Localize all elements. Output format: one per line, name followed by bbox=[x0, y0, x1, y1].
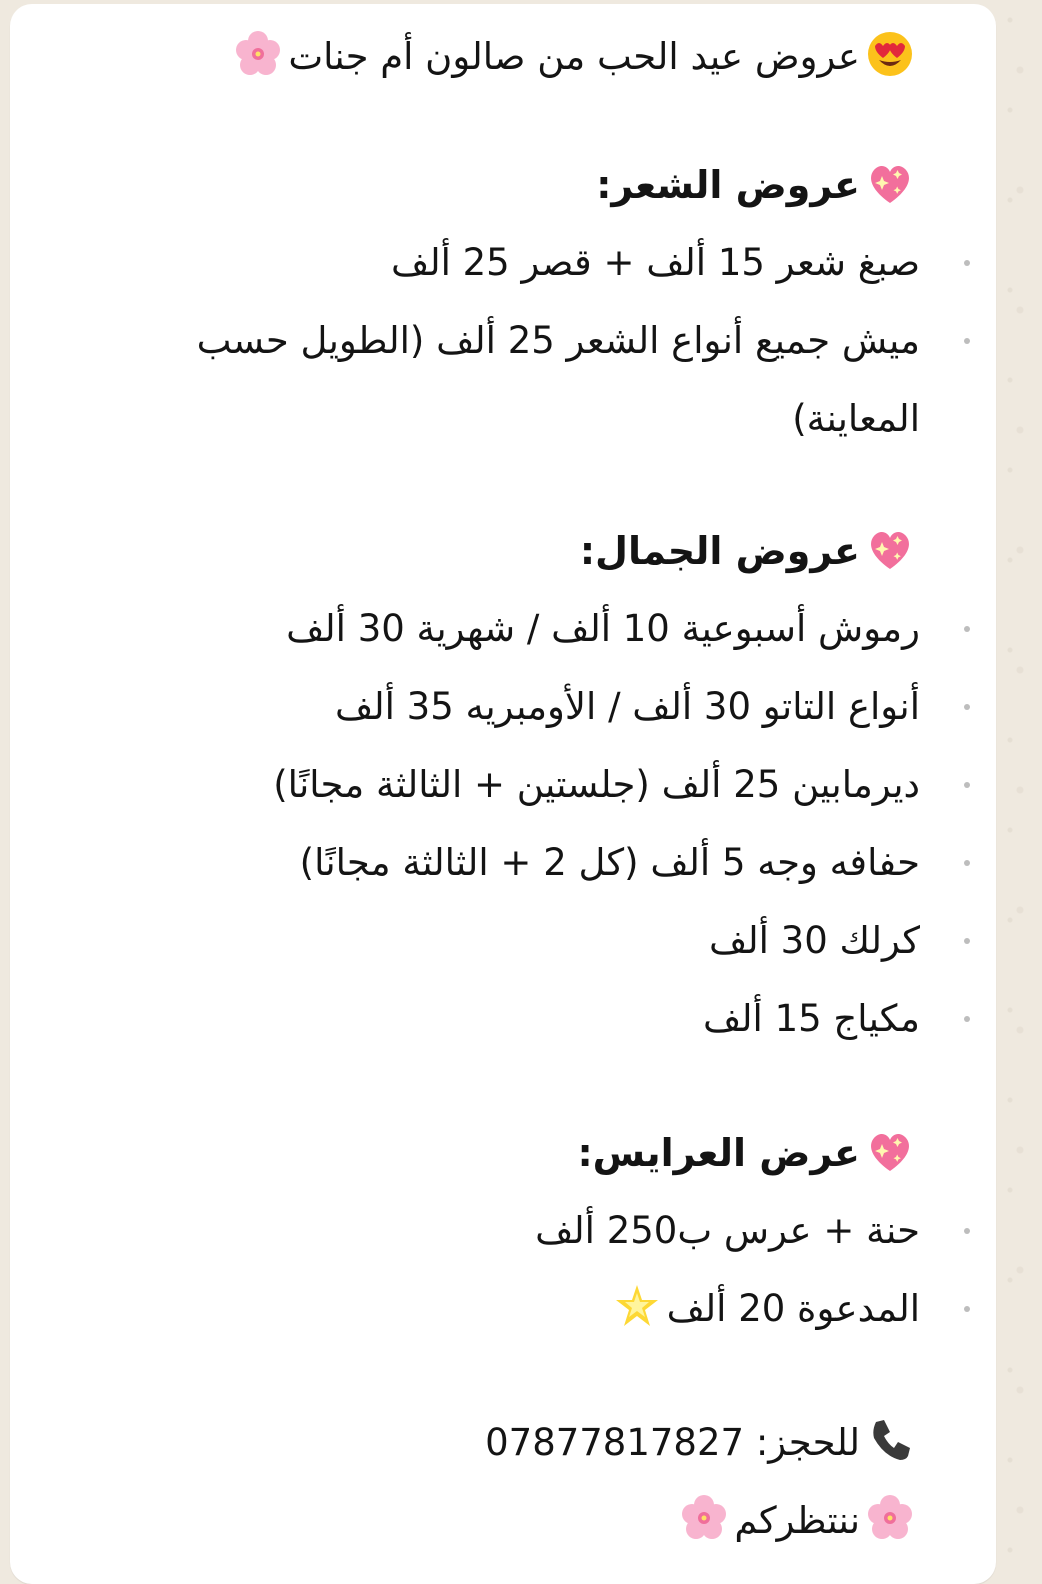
booking-line bbox=[120, 1404, 920, 1482]
booking-phone-text[interactable]: للحجز: 07877817827 bbox=[485, 1421, 860, 1464]
bullet-point bbox=[964, 938, 970, 944]
bullet-point bbox=[964, 782, 970, 788]
bullet-point bbox=[964, 1016, 970, 1022]
closing-text: ننتظركم bbox=[734, 1499, 860, 1542]
list-item-text: حنة + عرس ب250 ألف bbox=[535, 1209, 920, 1252]
cherry-blossom-emoji-icon bbox=[680, 1494, 728, 1542]
bullet-point bbox=[964, 1306, 970, 1312]
list-item bbox=[120, 1192, 920, 1270]
list-item bbox=[160, 302, 920, 458]
list-item bbox=[120, 1270, 920, 1348]
sparkling-heart-emoji-icon bbox=[866, 525, 914, 573]
list-item-text: ميش جميع أنواع الشعر 25 ألف (الطويل حسب المعاينة) bbox=[196, 319, 920, 440]
telephone-receiver-emoji-icon bbox=[866, 1416, 914, 1464]
section-heading-beauty bbox=[120, 512, 920, 590]
message-title: عروض عيد الحب من صالون أم جنات bbox=[288, 35, 860, 78]
list-item bbox=[120, 746, 920, 824]
bullet-point bbox=[964, 860, 970, 866]
list-item-text: مكياج 15 ألف bbox=[702, 997, 920, 1040]
list-item bbox=[120, 224, 920, 302]
message-bubble[interactable] bbox=[10, 4, 996, 1584]
sparkling-heart-emoji-icon bbox=[866, 159, 914, 207]
section-heading-label: عروض الجمال: bbox=[579, 529, 860, 573]
list-item bbox=[120, 590, 920, 668]
list-item-text: صبغ شعر 15 ألف + قصر 25 ألف bbox=[391, 241, 920, 284]
heart-eyes-emoji-icon bbox=[866, 30, 914, 78]
bullet-point bbox=[964, 626, 970, 632]
list-item-text: حفافه وجه 5 ألف (كل 2 + الثالثة مجانًا) bbox=[299, 841, 920, 884]
cherry-blossom-emoji-icon bbox=[866, 1494, 914, 1542]
glowing-star-emoji-icon bbox=[613, 1282, 661, 1330]
list-item-text: المدعوة 20 ألف bbox=[666, 1287, 920, 1330]
section-heading-hair bbox=[120, 146, 920, 224]
list-item bbox=[120, 980, 920, 1058]
bullet-point bbox=[964, 338, 970, 344]
closing-line bbox=[120, 1482, 920, 1560]
list-item bbox=[120, 824, 920, 902]
section-heading-label: عرض العرايس: bbox=[577, 1131, 860, 1175]
list-item-text: أنواع التاتو 30 ألف / الأومبريه 35 ألف bbox=[335, 685, 920, 728]
list-item-text: كرلك 30 ألف bbox=[709, 919, 920, 962]
bullet-point bbox=[964, 704, 970, 710]
message-title-line bbox=[120, 18, 920, 96]
section-heading-label: عروض الشعر: bbox=[596, 163, 860, 207]
list-item-text: رموش أسبوعية 10 ألف / شهرية 30 ألف bbox=[286, 607, 920, 650]
list-item bbox=[120, 668, 920, 746]
section-heading-brides bbox=[120, 1114, 920, 1192]
cherry-blossom-emoji-icon bbox=[234, 30, 282, 78]
list-item bbox=[120, 902, 920, 980]
message-text bbox=[120, 4, 920, 1560]
bullet-point bbox=[964, 260, 970, 266]
list-item-text: ديرمابين 25 ألف (جلستين + الثالثة مجانًا) bbox=[273, 763, 920, 806]
sparkling-heart-emoji-icon bbox=[866, 1127, 914, 1175]
bullet-point bbox=[964, 1228, 970, 1234]
